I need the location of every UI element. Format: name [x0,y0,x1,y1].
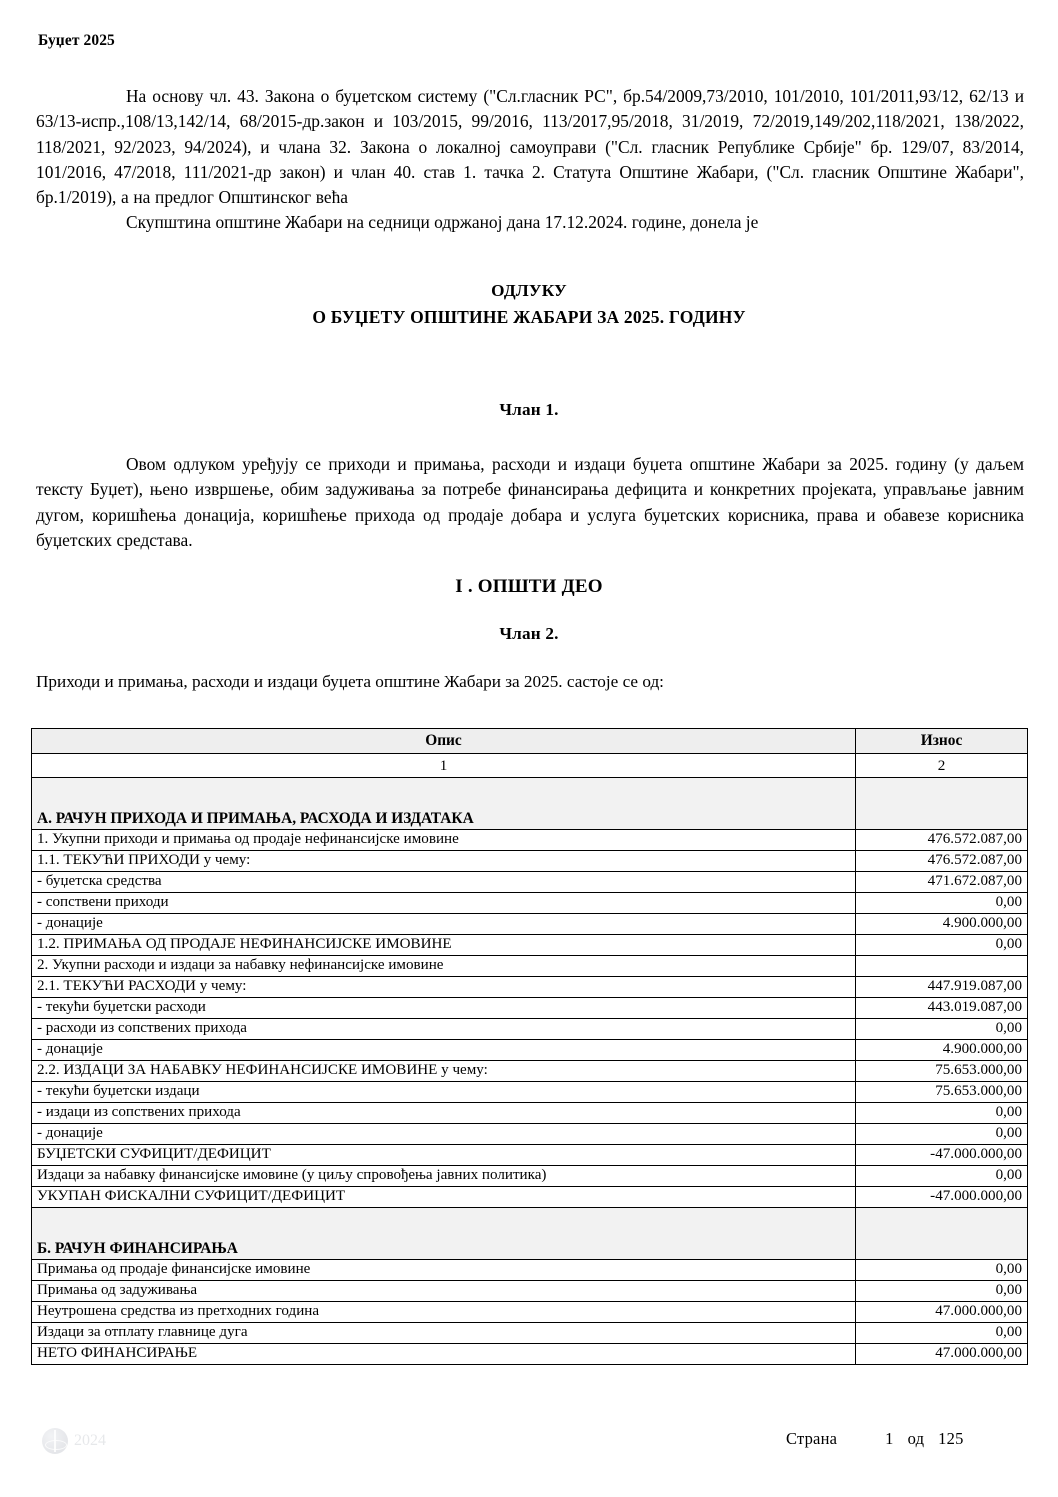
table-cell-description: Б. РАЧУН ФИНАНСИРАЊА [32,1208,856,1260]
table-row [32,1061,1028,1082]
column-number-2: 2 [856,754,1028,778]
page-total: 125 [938,1429,964,1448]
table-row [32,1281,1028,1302]
table-cell-description: - донације [32,914,856,935]
column-number-1: 1 [32,754,856,778]
table-cell-amount: 0,00 [856,1124,1028,1145]
table-cell-description: 2. Укупни расходи и издаци за набавку нефинансијске имовине [32,956,856,977]
table-cell-amount: -47.000.000,00 [856,1187,1028,1208]
table-row [32,1302,1028,1323]
table-cell-amount: 47.000.000,00 [856,1302,1028,1323]
table-cell-description: - издаци из сопствених прихода [32,1103,856,1124]
table-cell-amount [856,778,1028,830]
table-cell-description: БУЏЕТСКИ СУФИЦИТ/ДЕФИЦИТ [32,1145,856,1166]
article-1-body-block [36,452,1024,553]
table-cell-amount: 4.900.000,00 [856,914,1028,935]
page-footer [0,1425,1058,1475]
article-2-intro-block [36,672,1024,692]
table-cell-amount [856,1208,1028,1260]
table-cell-description: 1.2. ПРИМАЊА ОД ПРОДАЈЕ НЕФИНАНСИЈСКЕ ИМОВИНЕ [32,935,856,956]
table-row [32,1040,1028,1061]
table-cell-description: 1. Укупни приходи и примања од продаје нефинансијске имовине [32,830,856,851]
table-cell-amount: 0,00 [856,935,1028,956]
table-row [32,956,1028,977]
table-cell-description: 2.2. ИЗДАЦИ ЗА НАБАВКУ НЕФИНАНСИЈСКЕ ИМОВИНЕ у чему: [32,1061,856,1082]
column-header-amount: Износ [856,729,1028,754]
table-cell-description: - текући буџетски издаци [32,1082,856,1103]
table-cell-amount: 0,00 [856,1019,1028,1040]
table-cell-amount: 476.572.087,00 [856,851,1028,872]
table-cell-amount: 447.919.087,00 [856,977,1028,998]
article-2-heading-block [0,624,1058,644]
table-cell-amount: 0,00 [856,1166,1028,1187]
assembly-session-paragraph: Скупштина општине Жабари на седници одржаној дана 17.12.2024. године, донела је [126,212,759,233]
table-row [32,998,1028,1019]
table-cell-amount: 75.653.000,00 [856,1082,1028,1103]
table-cell-amount: 471.672.087,00 [856,872,1028,893]
table-row [32,1019,1028,1040]
part-1-heading: I . ОПШТИ ДЕО [455,576,603,597]
table-cell-description: Издаци за отплату главнице дуга [32,1323,856,1344]
watermark [42,1428,106,1454]
page-of-label: од [907,1429,925,1448]
table-cell-amount: -47.000.000,00 [856,1145,1028,1166]
table-row [32,1344,1028,1365]
column-header-description: Опис [32,729,856,754]
table-cell-amount: 476.572.087,00 [856,830,1028,851]
watermark-year: 2024 [74,1432,106,1449]
page-current: 1 [885,1429,894,1448]
table-cell-description: - расходи из сопствених прихода [32,1019,856,1040]
table-header-row [32,729,1028,754]
table-cell-amount: 47.000.000,00 [856,1344,1028,1365]
decision-title-line-1: ОДЛУКУ [491,281,567,300]
table-row [32,1187,1028,1208]
table-row [32,977,1028,998]
table-row [32,1260,1028,1281]
table-column-number-row [32,754,1028,778]
table-cell-description: Издаци за набавку финансијске имовине (у циљу спровођења јавних политика) [32,1166,856,1187]
table-row [32,851,1028,872]
table-cell-amount: 0,00 [856,1323,1028,1344]
globe-icon [42,1428,68,1454]
table-cell-description: УКУПАН ФИСКАЛНИ СУФИЦИТ/ДЕФИЦИТ [32,1187,856,1208]
table-cell-amount: 443.019.087,00 [856,998,1028,1019]
table-cell-description: 1.1. ТЕКУЋИ ПРИХОДИ у чему: [32,851,856,872]
table-cell-description: - донације [32,1040,856,1061]
table-row [32,778,1028,830]
intro-paragraphs [36,84,1024,236]
article-2-intro: Приходи и примања, расходи и издаци буџета општине Жабари за 2025. састоје се од: [36,672,664,691]
budget-table-wrapper [31,728,1027,1365]
budget-table [31,728,1028,1365]
table-cell-description: - сопствени приходи [32,893,856,914]
table-row [32,1166,1028,1187]
document-header-title: Буџет 2025 [38,32,115,49]
article-1-heading: Члан 1. [499,400,559,419]
table-cell-description: 2.1. ТЕКУЋИ РАСХОДИ у чему: [32,977,856,998]
table-cell-amount [856,956,1028,977]
table-cell-description: Неутрошена средства из претходних година [32,1302,856,1323]
article-2-heading: Члан 2. [499,624,559,643]
table-row [32,872,1028,893]
table-cell-amount: 0,00 [856,1103,1028,1124]
decision-title-line-2: О БУЏЕТУ ОПШТИНЕ ЖАБАРИ ЗА 2025. ГОДИНУ [312,307,746,327]
budget-table-body [32,729,1028,1365]
table-cell-description: - донације [32,1124,856,1145]
table-row [32,914,1028,935]
page-label: Страна [786,1429,838,1448]
table-row [32,893,1028,914]
table-row [32,1103,1028,1124]
table-cell-amount: 0,00 [856,1260,1028,1281]
table-row [32,830,1028,851]
article-1-text: Овом одлуком уређују се приходи и примања, расходи и издаци буџета општине Жабари за 2025. годину (у даљем тексту Буџет), њено извршење, обим задуживања за потребе финансирања дефицита и конкретних пројеката, управљање јавним дугом, коришћења донација, коришћење прихода од продаје добара и услуга буџетских корисника, права и обавезе корисника буџетских средстава. [36,454,1024,550]
table-row [32,1145,1028,1166]
page-number-indicator [786,1429,964,1449]
table-row [32,1124,1028,1145]
table-cell-amount: 4.900.000,00 [856,1040,1028,1061]
table-row [32,1323,1028,1344]
table-cell-amount: 0,00 [856,1281,1028,1302]
article-1-heading-block [0,400,1058,420]
table-cell-amount: 0,00 [856,893,1028,914]
table-row [32,935,1028,956]
table-cell-amount: 75.653.000,00 [856,1061,1028,1082]
table-row [32,1082,1028,1103]
table-row [32,1208,1028,1260]
part-1-heading-block [0,576,1058,598]
table-cell-description: - текући буџетски расходи [32,998,856,1019]
table-cell-description: Примања од продаје финансијске имовине [32,1260,856,1281]
table-cell-description: НЕТО ФИНАНСИРАЊЕ [32,1344,856,1365]
table-cell-description: А. РАЧУН ПРИХОДА И ПРИМАЊА, РАСХОДА И ИЗДАТАКА [32,778,856,830]
decision-title-block [0,281,1058,328]
table-cell-description: Примања од задуживања [32,1281,856,1302]
legal-basis-paragraph: На основу чл. 43. Закона о буџетском систему ("Сл.гласник РС", бр.54/2009,73/2010, 101/2010, 101/2011,93/12, 62/13 и 63/13-испр.,108/13,142/14, 68/2015-др.закон и 103/2015, 99/2016, 113/2017,95/2018, 31/2019, 72/2019,149/202,118/2021, 138/2022, 118/2021, 92/2023, 94/2024), и члана 32. Закона о локалној самоуправи ("Сл. гласник Републике Србије" бр. 129/07, 83/2014, 101/2016, 47/2018, 111/2021-др закон) и члан 40. став 1. тачка 2. Статута Општине Жабари, ("Сл. гласник Општине Жабари", бр.1/2019), а на предлог Општинског већа [36,86,1024,208]
table-cell-description: - буџетска средства [32,872,856,893]
